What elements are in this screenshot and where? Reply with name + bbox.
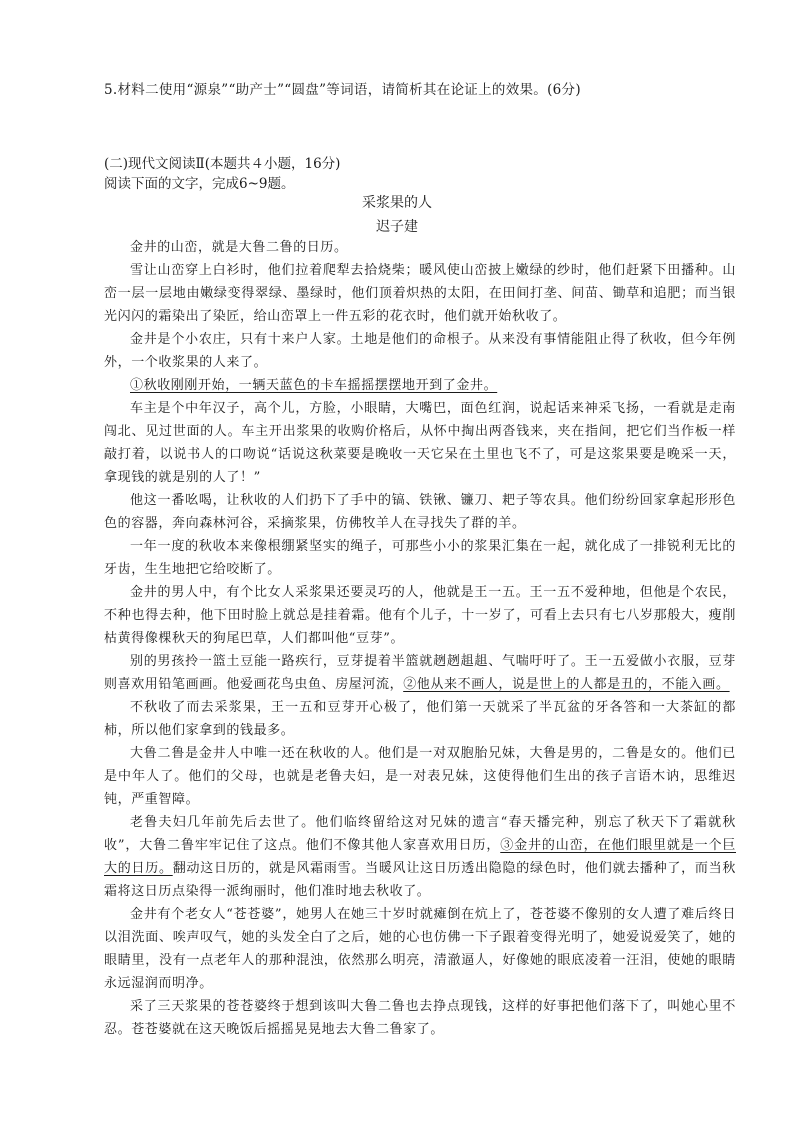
paragraph-text: 雪让山峦穿上白衫时，他们拉着爬犁去拾烧柴；暖风使山峦披上嫩绿的纱时，他们赶紧下田播种。山峦一层一层地由嫩绿变得翠绿、墨绿时，他们顶着炽热的太阳，在田间打垄、间苗、锄草和追肥；而当银光闪闪的霜染出了染匠，给山峦罩上一件五彩的花衣时，他们就开始秋收了。 <box>104 263 736 324</box>
passage-paragraph <box>104 742 736 811</box>
passage-paragraph <box>104 328 736 374</box>
reading-instruction: 阅读下面的文字，完成6~9题。 <box>104 176 295 192</box>
section-heading: (二)现代文阅读Ⅱ(本题共４小题，16分) <box>104 156 341 172</box>
passage-paragraph <box>104 259 736 328</box>
underlined-sentence: ③金井的山峦，在他们眼里就是一个巨大的日历。 <box>104 838 736 876</box>
underlined-sentence: ①秋收刚刚开始，一辆天蓝色的卡车摇摇摆摆地开到了金井。 <box>130 378 498 393</box>
passage-title: 采浆果的人 <box>362 195 432 211</box>
paragraph-text: 车主是个中年汉子，高个儿，方脸，小眼睛，大嘴巴，面色红润，说起话来神采飞扬，一看就是走南闯北、见过世面的人。车主开出浆果的收购价格后，从怀中掏出两沓钱来，夹在指间，把它们当作板一样敲打着，以说书人的口吻说“话说这秋菜要是晚收一天它呆在土里也飞不了，可是这浆果要是晚采一天，拿现钱的就是别的人了！” <box>104 401 736 485</box>
passage-paragraph <box>104 581 736 650</box>
paragraph-text: 采了三天浆果的苍苍婆终于想到该叫大鲁二鲁也去挣点现钱，这样的好事把他们落下了，叫她心里不忍。苍苍婆就在这天晚饭后摇摇晃晃地去大鲁二鲁家了。 <box>104 999 736 1037</box>
passage-paragraph <box>104 811 736 903</box>
paragraph-text: 金井的男人中，有个比女人采浆果还要灵巧的人，他就是王一五。王一五不爱种地，但他是个农民，不种也得去种，他下田时脸上就总是挂着霜。他有个儿子，十一岁了，可看上去只有七八岁那般大，瘦削枯黄得像棵秋天的狗尾巴草，人们都叫他“豆芽”。 <box>104 585 736 646</box>
paragraph-text: 他这一番吆喝，让秋收的人们扔下了手中的镐、铁锹、镰刀、耙子等农具。他们纷纷回家拿起形形色色的容器，奔向森林河谷，采摘浆果，仿佛牧羊人在寻找失了群的羊。 <box>104 493 736 531</box>
passage-paragraph <box>104 535 736 581</box>
passage-paragraph <box>104 696 736 742</box>
passage-paragraph <box>104 374 736 397</box>
passage-paragraph <box>104 489 736 535</box>
passage-author: 迟子建 <box>376 219 418 235</box>
passage-paragraph <box>104 903 736 995</box>
paragraph-text: 翻动这日历的，就是风霜雨雪。当暖风让这日历透出隐隐的绿色时，他们就去播种了，而当秋霜将这日历点染得一派绚丽时，他们准时地去秋收了。 <box>104 861 736 899</box>
paragraph-text: 老鲁夫妇几年前先后去世了。他们临终留给这对兄妹的遗言“春天播完种，别忘了秋天下了霜就秋收”，大鲁二鲁牢牢记住了这点。他们不像其他人家喜欢用日历， <box>104 815 736 853</box>
paragraph-text: 一年一度的秋收本来像根绷紧坚实的绳子，可那些小小的浆果汇集在一起，就化成了一排锐利无比的牙齿，生生地把它给咬断了。 <box>104 539 736 577</box>
passage-body <box>104 236 736 1041</box>
paragraph-text: 大鲁二鲁是金井人中唯一还在秋收的人。他们是一对双胞胎兄妹，大鲁是男的，二鲁是女的。他们已是中年人了。他们的父母，也就是老鲁夫妇，是一对表兄妹，这使得他们生出的孩子言语木讷，思维迟钝，严重智障。 <box>104 746 736 807</box>
paragraph-text: 金井的山峦，就是大鲁二鲁的日历。 <box>130 240 348 255</box>
passage-paragraph <box>104 397 736 489</box>
question-5: 5.材料二使用“源泉”“助产士”“圆盘”等词语，请简析其在论证上的效果。(6分) <box>104 82 581 98</box>
paragraph-text: 金井是个小农庄，只有十来户人家。土地是他们的命根子。从来没有事情能阻止得了秋收，但今年例外，一个收浆果的人来了。 <box>104 332 736 370</box>
paragraph-text: 别的男孩拎一篮土豆能一路疾行，豆芽提着半篮就趔趔趄趄、气喘吁吁了。王一五爱做小衣服，豆芽则喜欢用铅笔画画。他爱画花鸟虫鱼、房屋河流， <box>104 654 736 692</box>
passage-paragraph <box>104 650 736 696</box>
passage-paragraph <box>104 995 736 1041</box>
underlined-sentence: ②他从来不画人，说是世上的人都是丑的，不能入画。 <box>403 677 730 692</box>
paragraph-text: 金井有个老女人“苍苍婆”，她男人在她三十岁时就瘫倒在炕上了，苍苍婆不像别的女人遭了难后终日以泪洗面、唉声叹气，她的头发全白了之后，她的心也仿佛一下子跟着变得光明了，她爱说爱笑了，她的眼睛里，没有一点老年人的那种混浊，依然那么明亮，清澈逼人，好像她的眼底凌着一汪泪，使她的眼睛永远湿润而明净。 <box>104 907 736 991</box>
passage-paragraph <box>104 236 736 259</box>
paragraph-text: 不秋收了而去采浆果，王一五和豆芽开心极了，他们第一天就采了半瓦盆的牙各答和一大茶缸的都柿，所以他们家拿到的钱最多。 <box>104 700 736 738</box>
